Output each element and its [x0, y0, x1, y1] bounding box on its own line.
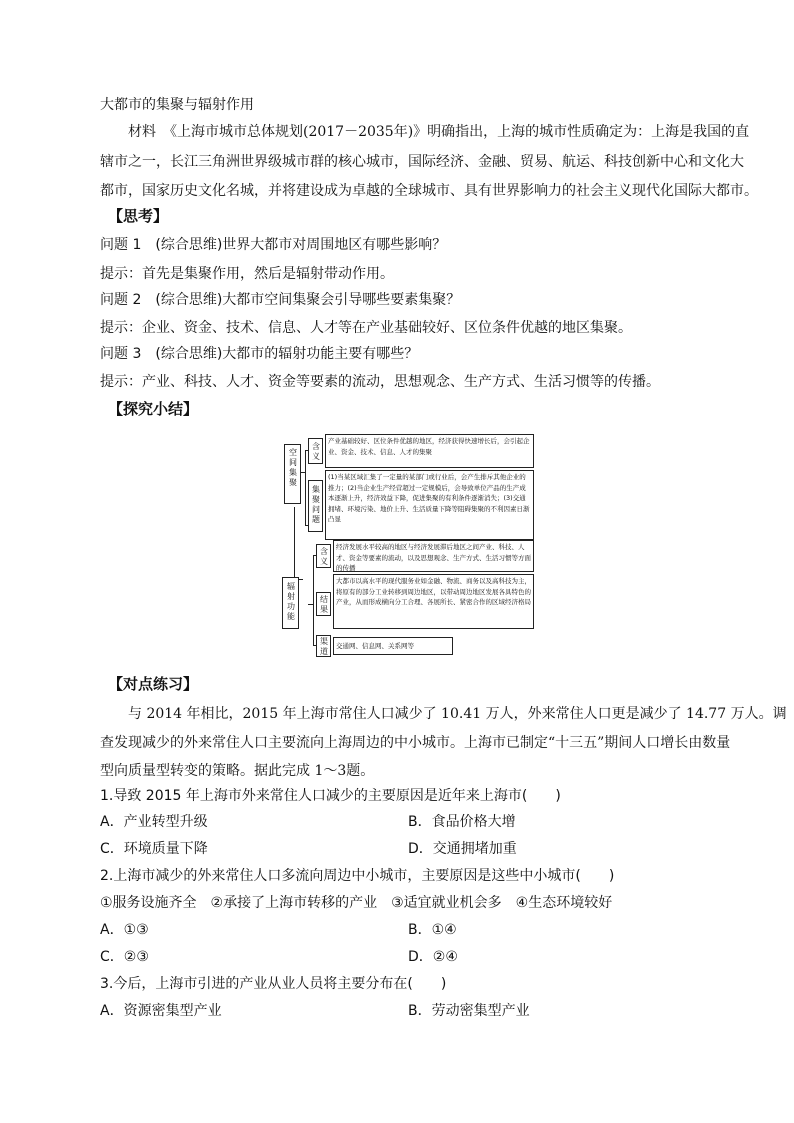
- practice-intro-2: 查发现减少的外来常住人口主要流向上海周边的中小城市。上海市已制定“十三五”期间人口增长由数量: [100, 735, 731, 751]
- summary-title: 【探究小结】: [108, 400, 199, 418]
- q2-option-a[interactable]: A．①③: [100, 922, 149, 938]
- agg-bracket: [305, 450, 306, 525]
- practice-title: 【对点练习】: [108, 675, 199, 693]
- rad-meaning-box: 经济发展水平较高的地区与经济发展滞后地区之间产业、科技、人才、资金等要素的流动，以及思想观念、生产方式、生活习惯等方面的传播: [333, 540, 534, 572]
- concept-diagram: [276, 432, 534, 658]
- rad-channel-label: 渠道: [316, 635, 331, 657]
- q3-option-b[interactable]: B．劳动密集型产业: [408, 1003, 530, 1019]
- agg-problem-label: 集聚问题: [308, 480, 323, 532]
- q2-option-d[interactable]: D．②④: [408, 949, 458, 965]
- question-3: 问题 3 (综合思维)大都市的辐射功能主要有哪些？: [100, 346, 419, 362]
- agglomeration-node: 空间集聚: [284, 444, 301, 504]
- material-line-1: 材料 《上海市城市总体规划(2017－2035年)》明确指出，上海的城市性质确定为：上海是我国的直: [128, 124, 750, 140]
- rad-meaning-label: 含义: [316, 544, 331, 568]
- rad-channel-box: 交通网、信息网、关系网等: [333, 637, 453, 655]
- practice-intro-1: 与 2014 年相比，2015 年上海市常住人口减少了 10.41 万人，外来常住人口更是减少了 14.77 万人。调: [128, 706, 787, 722]
- q1-option-c[interactable]: C．环境质量下降: [100, 841, 208, 857]
- radiation-node: 辐射功能: [282, 577, 299, 629]
- q3-option-a[interactable]: A．资源密集型产业: [100, 1003, 222, 1019]
- question-1: 问题 1 (综合思维)世界大都市对周围地区有哪些影响？: [100, 237, 447, 253]
- q1-option-a[interactable]: A．产业转型升级: [100, 814, 208, 830]
- practice-question-3: 3.今后，上海市引进的产业从业人员将主要分布在( ): [100, 976, 447, 992]
- rad-result-label: 结果: [316, 592, 331, 616]
- practice-question-2: 2.上海市减少的外来常住人口多流向周边中小城市，主要原因是这些中小城市( ): [100, 868, 615, 884]
- hint-2: 提示：企业、资金、技术、信息、人才等在产业基础较好、区位条件优越的地区集聚。: [100, 320, 632, 336]
- trunk-line: [294, 507, 295, 579]
- section-heading: 大都市的集聚与辐射作用: [100, 97, 254, 113]
- q2-option-c[interactable]: C．②③: [100, 949, 149, 965]
- material-line-3: 都市，国家历史文化名城，并将建设成为卓越的全球城市、具有世界影响力的社会主义现代化国际大都市。: [100, 183, 758, 199]
- q1-option-b[interactable]: B．食品价格大增: [408, 814, 516, 830]
- rad-result-box: 大都市以高水平的现代服务业如金融、物流、商务以及高科技为主，将原有的部分工业转移到周边地区，以带动周边地区发展各具特色的产业，从而形成横向分工合理、各展所长、紧密合作的区域经济格局: [333, 574, 534, 629]
- q1-option-d[interactable]: D．交通拥堵加重: [408, 841, 517, 857]
- think-title: 【思考】: [108, 207, 169, 225]
- agg-problem-box: (1)当某区域汇集了一定量的某部门或行业后，会产生排斥其他企业的推力；(2)当企业生产经营超过一定规模后，会导致单位产品的生产成本逐渐上升，经济效益下降，促进集聚的有利条件逐渐消失；(3)交通拥堵、环境污染、地价上升、生活质量下降等阻碍集聚的不利因素日渐凸显: [325, 470, 534, 540]
- practice-question-1: 1.导致 2015 年上海市外来常住人口减少的主要原因是近年来上海市( ): [100, 788, 561, 804]
- hint-1: 提示：首先是集聚作用，然后是辐射带动作用。: [100, 266, 394, 282]
- material-line-2: 辖市之一，长江三角洲世界级城市群的核心城市，国际经济、金融、贸易、航运、科技创新中心和文化大: [100, 154, 744, 170]
- practice-intro-3: 型向质量型转变的策略。据此完成 1～3题。: [100, 763, 375, 779]
- question-2: 问题 2 (综合思维)大都市空间集聚会引导哪些要素集聚？: [100, 292, 461, 308]
- hint-3: 提示：产业、科技、人才、资金等要素的流动，思想观念、生产方式、生活习惯等的传播。: [100, 374, 660, 390]
- q2-option-b[interactable]: B．①④: [408, 922, 457, 938]
- agg-meaning-label: 含义: [308, 438, 323, 464]
- agg-meaning-box: 产业基础较好、区位条件优越的地区，经济获得快速增长后，会引起企业、资金、技术、信息、人才的集聚: [325, 434, 534, 468]
- rad-bracket: [313, 555, 314, 645]
- q2-statements: ①服务设施齐全 ②承接了上海市转移的产业 ③适宜就业机会多 ④生态环境较好: [100, 895, 613, 911]
